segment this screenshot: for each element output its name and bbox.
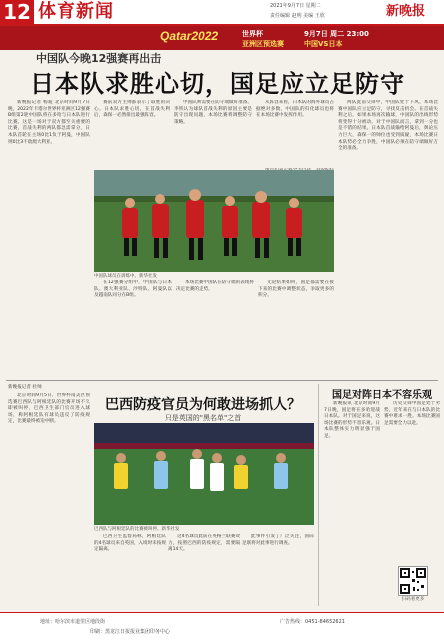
article-text: 在12强赛分组中，中国队与日本队、澳大利亚队、沙特队、阿曼队以及越南队同分在B组。 [94, 280, 172, 299]
article-text: 历史交锋中国足处于劣势，近年来在与日本队的比赛中难求一胜。本场比赛国足需要全力以赴。 [384, 401, 440, 426]
article-subtitle: 只是英国的"黑名单"之首 [164, 414, 242, 422]
article-column [94, 534, 166, 606]
banner-wc-line1: 世界杯 [242, 30, 263, 38]
section-divider [6, 380, 438, 381]
photo-caption: 中国队球员在训练中。新华社发 [94, 274, 157, 279]
article-column [256, 100, 334, 168]
article-column [176, 280, 254, 376]
article-headline[interactable]: 巴西防疫官员为何敢进场抓人？ [105, 397, 301, 413]
article-headline[interactable]: 国足对阵日本不容乐观 [332, 390, 432, 401]
article-column [338, 100, 438, 372]
banner-match-time: 9月7日 周二 23:00 [304, 30, 369, 38]
article-column [174, 100, 252, 168]
team-training-photo[interactable] [94, 170, 334, 272]
worldcup-banner [0, 26, 444, 50]
banner-wc-line2: 亚洲区预选赛 [242, 40, 284, 48]
article-headline[interactable]: 日本队求胜心切，国足应立足防守 [30, 70, 405, 98]
article-column [8, 393, 90, 605]
page-footer [0, 612, 444, 641]
article-column [94, 100, 170, 168]
article-text: 此事件引发了广泛关注，国际足联将对此事进行调查。 [242, 534, 314, 546]
article-kicker: 中国队今晚12强赛再出击 [36, 52, 162, 65]
footer-phone: 广告热线：0451-84652621 [280, 619, 345, 625]
article-text: 这4名球员此前在英格兰联赛效力，按照巴西的防疫规定，需要隔离14天。 [168, 534, 240, 553]
event-logo: Qatar2022 [160, 29, 219, 43]
photo-caption: 巴西队与阿根廷队的比赛被叫停。新华社发 [94, 527, 180, 532]
article-text: 赛前双方主帅都表示了取胜的决心。日本队求胜心切，在首战失利后，森保一必然排出最强阵容。 [94, 100, 170, 119]
article-text: 从阵容来看，日本队的海外球员占据绝对多数，中国队的归化球员也将在本场比赛中发挥作用。 [256, 100, 334, 119]
article-text: 中国队则需要在防守端做好准备。李铁认为球队首战失利的原因主要是防守出现问题，本场比赛将调整防守策略。 [174, 100, 252, 125]
article-text: 无论结果如何，国足都需要在接下来的比赛中调整状态，争取更多的积分。 [258, 280, 334, 299]
column-divider [318, 384, 319, 606]
banner-match-teams: 中国VS日本 [304, 40, 343, 48]
article-column [8, 100, 90, 372]
footer-printer: 印刷：黑龙江日报报业集团印务中心 [90, 629, 171, 635]
qr-code-icon[interactable] [398, 566, 428, 596]
footer-address: 地址：哈尔滨市道里区地段街 [40, 619, 106, 625]
article-column [94, 280, 172, 376]
article-text: 两队此前交锋中，中国队处于下风。本场比赛中国队应立足防守，寻找反击机会。在首战失利之后，如果本场再次输球，中国队的出线形势将变得十分被动。对于中国队而言，拿到一分也是不错的结果。日本队首战输给阿曼后，舆论压力巨大，森保一的帅位也受到质疑，本场比赛日本队势必全力争胜，中国队必须在防守端做好万全的准备。 [338, 100, 438, 152]
newspaper-logo: 新晚报 [386, 4, 426, 19]
article-text: 巴西卫生监督局称，阿根廷队的4名球员来自英国，入境时未按规定隔离。 [94, 534, 166, 553]
editor-credit: 责任编辑 赵明 美编 王欣 [270, 13, 325, 19]
article-column [242, 534, 314, 606]
article-text: 本场比赛中国队在防守端的表现将决定比赛的走势。 [176, 280, 254, 292]
article-column [384, 401, 440, 561]
match-photo[interactable] [94, 423, 314, 525]
article-byline: 新晚报记者 杜帅 [8, 385, 42, 390]
qr-code-label: 扫码看更多 [401, 597, 425, 602]
article-text: 新晚报记者 杨迪 北京时间9月7日晚，2022年卡塔尔世界杯亚洲区12强赛B组第2轮中国队将在多哈与日本队进行比赛。这是一场对于双方都至关重要的比赛，首战失利的两队都急需拿分，日本队首轮在主场0比1负于阿曼，中国队则0比3不敌澳大利亚。 [8, 100, 90, 145]
article-column [258, 280, 334, 376]
issue-date: 2021年9月7日 星期二 [270, 3, 321, 9]
article-column [324, 401, 380, 607]
page-number: 12 [0, 0, 34, 24]
section-title: 体育新闻 [38, 1, 114, 22]
article-text: 北京时间9月5日，世界杯南美区预选赛巴西队与阿根廷队的比赛开场不久即被叫停，巴西卫生部门官员进入球场，称阿根廷队有球员违反了防疫规定，比赛最终被迫中断。 [8, 393, 90, 425]
article-text: 新晚报讯 北京时间9月7日晚，国足将在多哈迎战日本队。对于国足来说，这场比赛的形势不容乐观。日本队整体实力明显强于国足。 [324, 401, 380, 439]
article-column [168, 534, 240, 606]
